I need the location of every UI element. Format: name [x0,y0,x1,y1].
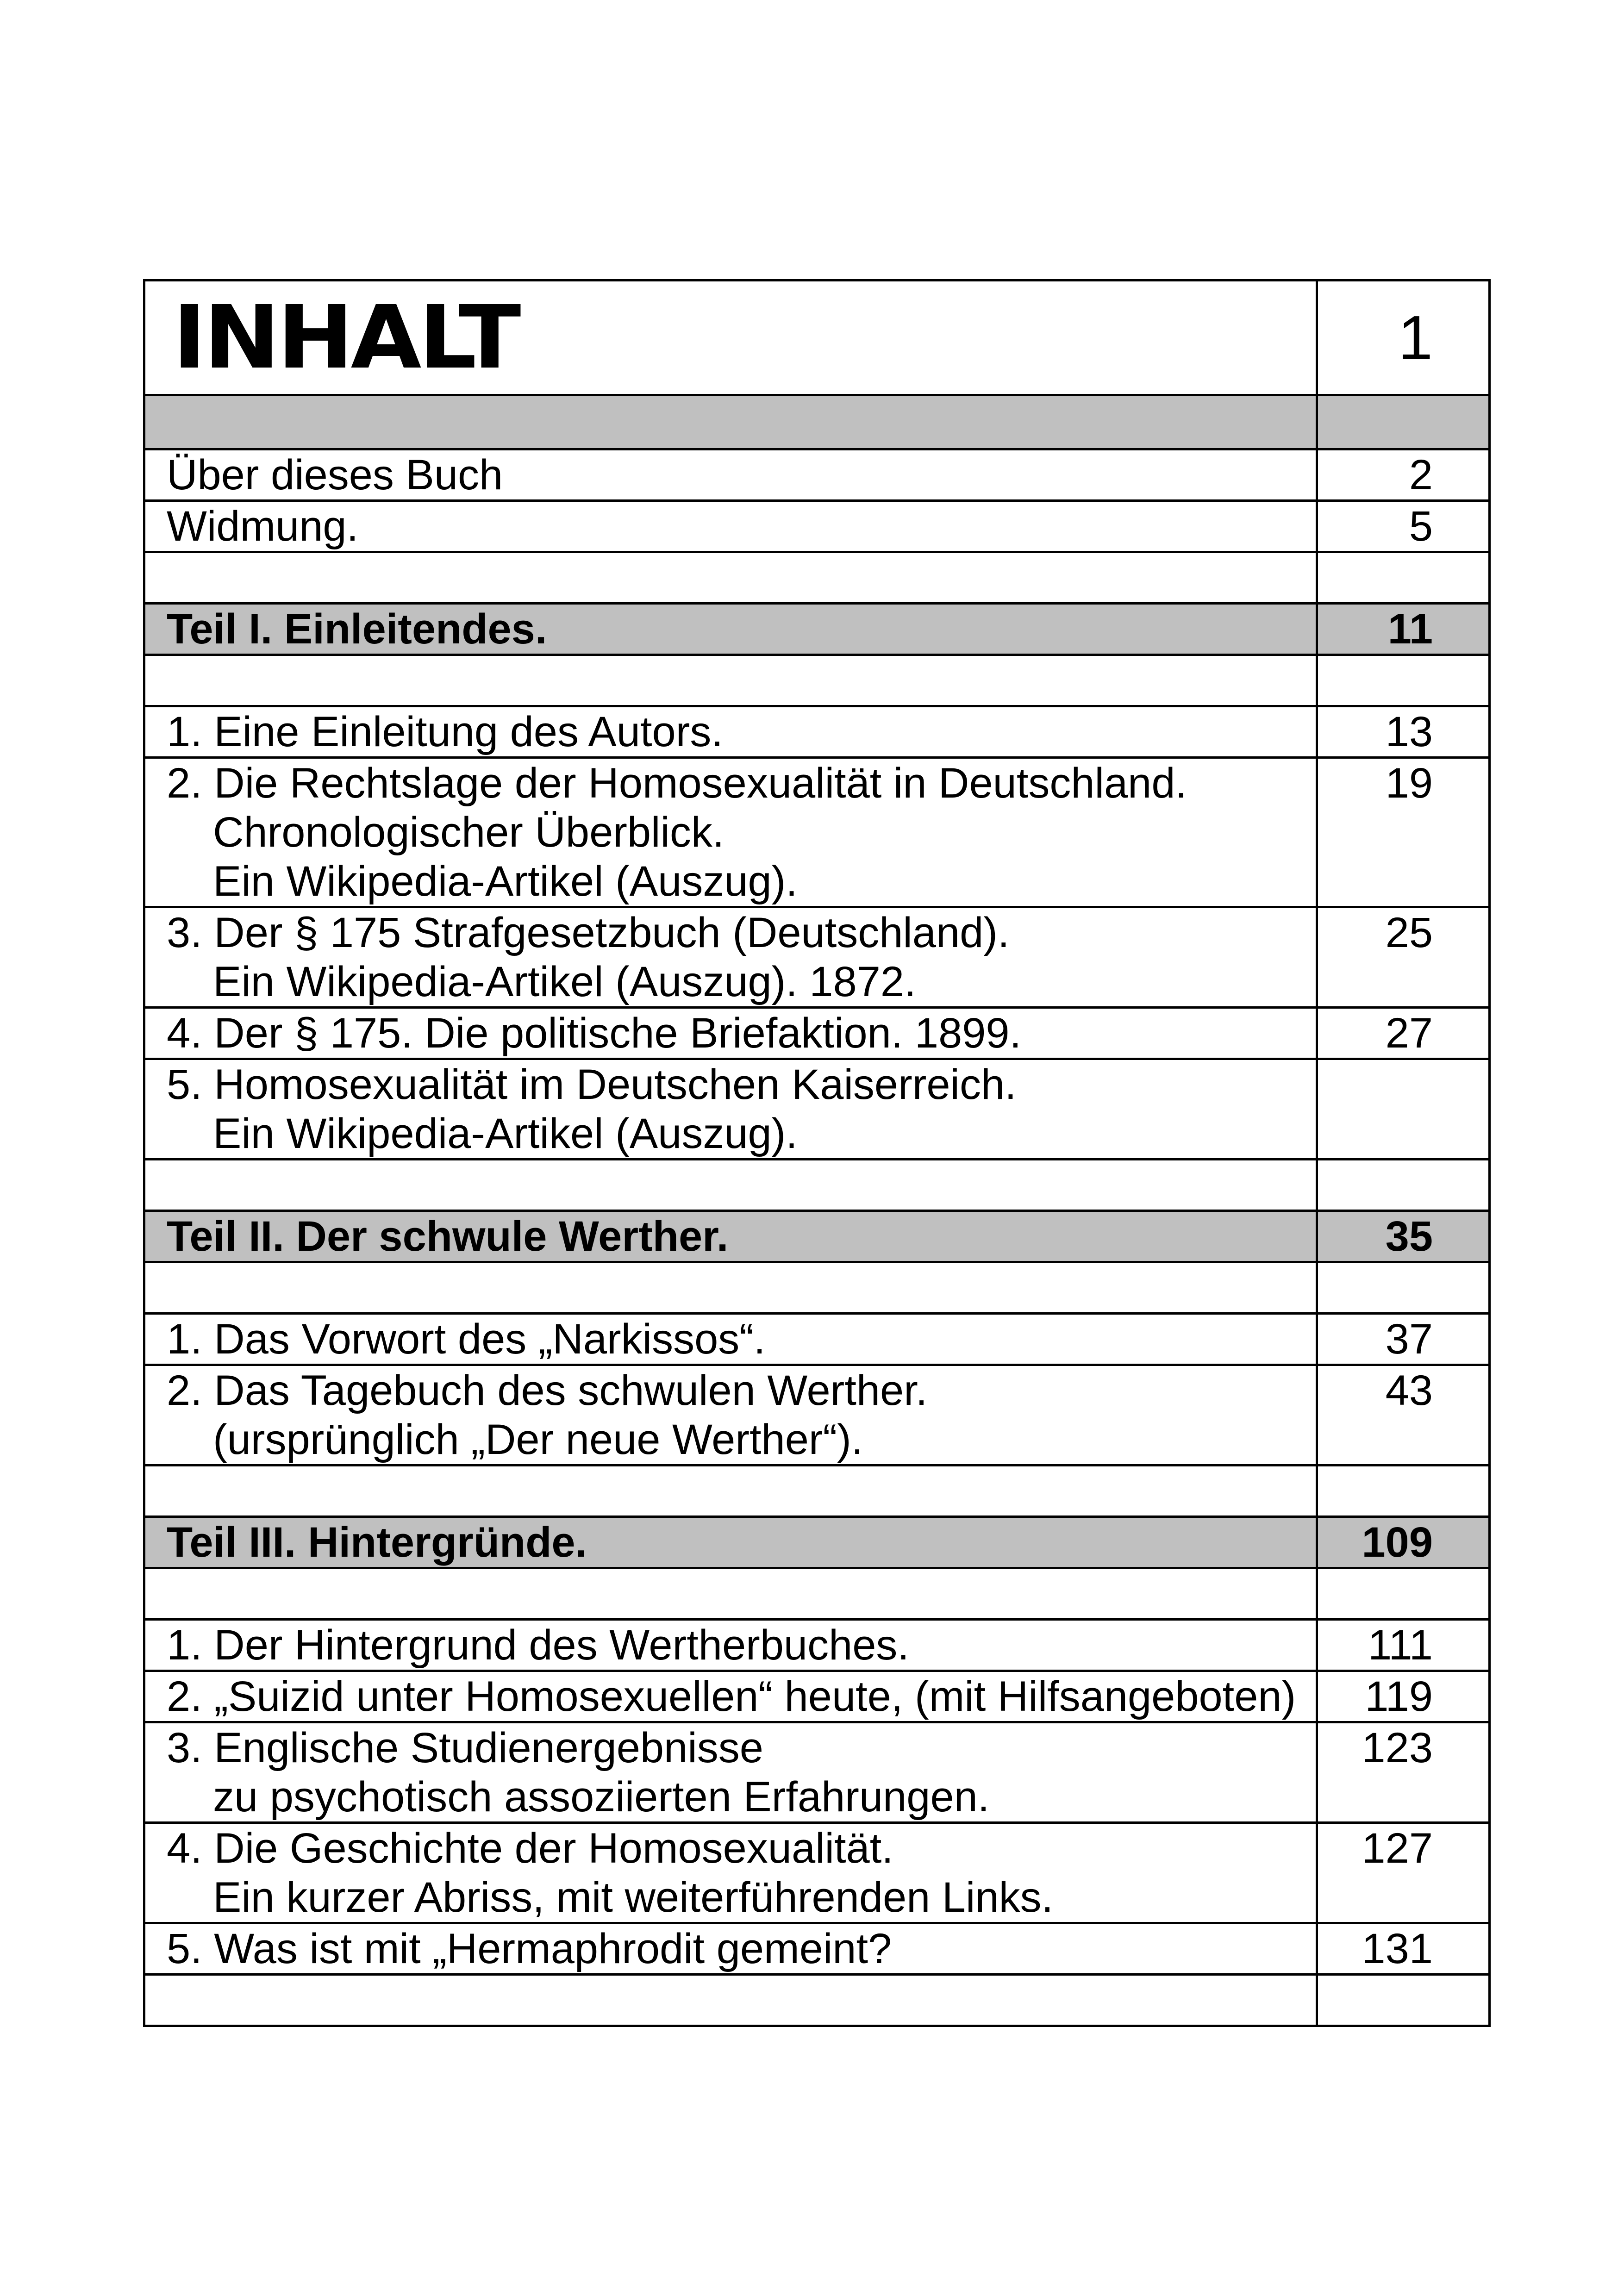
page-title: INHALT [172,287,518,388]
toc-entry[interactable] [144,706,1490,758]
entry-label: 1. Eine Einleitung des Autors. [167,708,723,755]
spacer-row [144,655,1490,706]
entry-subline: Ein Wikipedia-Artikel (Auszug). [213,1110,798,1157]
entry-label: 3. Englische Studienergebnisse [167,1724,763,1771]
entry-label: 3. Der § 175 Strafgesetzbuch (Deutschland). [167,909,1010,956]
toc-header-row [144,281,1490,395]
entry-page: 119 [1317,1671,1490,1722]
entry-subline: (ursprünglich „Der neue Werther“). [213,1416,863,1463]
entry-page: 37 [1317,1314,1490,1365]
entry-label: 1. Das Vorwort des „Narkissos“. [167,1316,766,1363]
entry-label: 2. „Suizid unter Homosexuellen“ heute, (mit Hilfsangeboten) [167,1673,1296,1720]
entry-label: 2. Das Tagebuch des schwulen Werther. [167,1367,928,1414]
entry-page: 131 [1317,1923,1490,1975]
entry-subline: Ein Wikipedia-Artikel (Auszug). [213,858,798,905]
part-page: 11 [1317,604,1490,655]
spacer-row [144,552,1490,604]
part-heading-row[interactable] [144,1517,1490,1568]
entry-subline: Chronologischer Überblick. [213,809,725,856]
part-heading-row[interactable] [144,604,1490,655]
entry-page: 123 [1317,1722,1490,1823]
toc-entry[interactable] [144,1314,1490,1365]
spacer-row [144,1568,1490,1620]
toc-title-cell [144,281,1317,395]
entry-page: 5 [1317,501,1490,552]
spacer-row [144,1975,1490,2026]
table-of-contents [143,279,1491,2027]
spacer-row [144,1160,1490,1211]
entry-page: 13 [1317,706,1490,758]
entry-page: 43 [1317,1365,1490,1466]
entry-page: 111 [1317,1620,1490,1671]
toc-entry[interactable] [144,1923,1490,1975]
toc-entry[interactable] [144,1722,1490,1823]
entry-label: 4. Die Geschichte der Homosexualität. [167,1825,893,1872]
entry-label: Über dieses Buch [144,449,1317,501]
toc-entry[interactable] [144,449,1490,501]
entry-label: 2. Die Rechtslage der Homosexualität in Deutschland. [167,760,1187,807]
toc-entry[interactable] [144,1620,1490,1671]
spacer-row [144,1466,1490,1517]
entry-subline: zu psychotisch assoziierten Erfahrungen. [213,1773,990,1821]
entry-label: 5. Was ist mit „Hermaphrodit gemeint? [167,1925,892,1972]
entry-page: 27 [1317,1008,1490,1059]
toc-entry[interactable] [144,501,1490,552]
entry-page: 19 [1317,758,1490,907]
toc-entry[interactable] [144,758,1490,907]
spacer-row [144,1262,1490,1314]
toc-entry[interactable] [144,1059,1490,1160]
part-title: Teil I. Einleitendes. [144,604,1317,655]
entry-page [1317,1059,1490,1160]
part-heading-row[interactable] [144,1211,1490,1262]
entry-subline: Ein Wikipedia-Artikel (Auszug). 1872. [213,958,916,1005]
gray-spacer-row [144,395,1490,449]
part-page: 35 [1317,1211,1490,1262]
page-number: 1 [1317,281,1490,395]
entry-subline: Ein kurzer Abriss, mit weiterführenden Links. [213,1874,1054,1921]
toc-entry[interactable] [144,1671,1490,1722]
toc-entry[interactable] [144,1365,1490,1466]
entry-page: 25 [1317,907,1490,1008]
entry-label: Widmung. [144,501,1317,552]
entry-label: 5. Homosexualität im Deutschen Kaiserreich. [167,1061,1017,1108]
entry-label: 4. Der § 175. Die politische Briefaktion. 1899. [167,1010,1022,1057]
toc-entry[interactable] [144,1823,1490,1923]
toc-entry[interactable] [144,907,1490,1008]
part-title: Teil II. Der schwule Werther. [144,1211,1317,1262]
entry-page: 2 [1317,449,1490,501]
toc-entry[interactable] [144,1008,1490,1059]
part-title: Teil III. Hintergründe. [144,1517,1317,1568]
entry-page: 127 [1317,1823,1490,1923]
part-page: 109 [1317,1517,1490,1568]
entry-label: 1. Der Hintergrund des Wertherbuches. [167,1621,909,1669]
